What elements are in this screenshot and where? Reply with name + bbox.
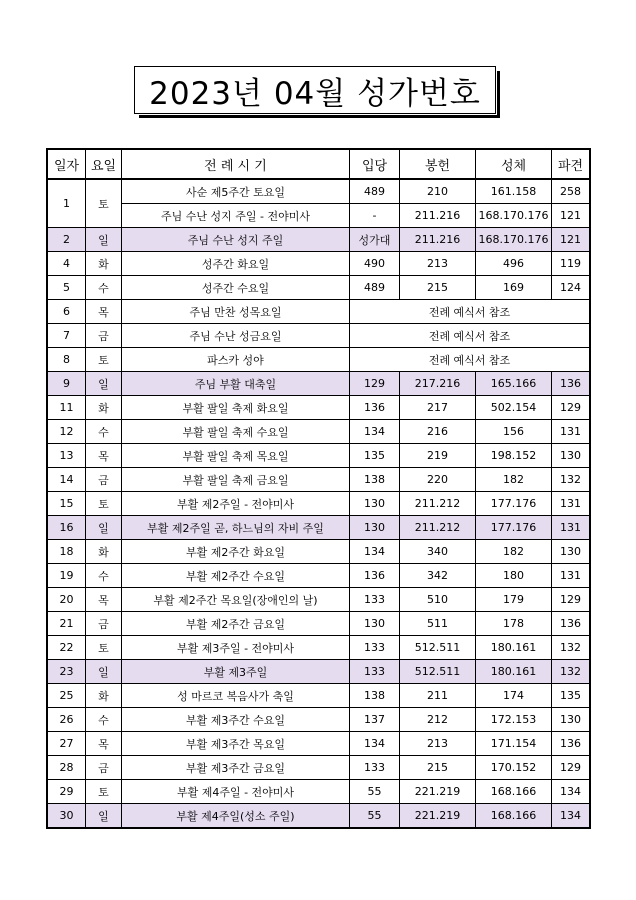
note-cell: 전례 예식서 참조 [350, 300, 590, 324]
communion-hymn-cell: 182 [476, 468, 552, 492]
dismissal-hymn-cell: 135 [552, 684, 590, 708]
liturgy-cell: 부활 제3주간 금요일 [122, 756, 350, 780]
day-cell: 29 [48, 780, 86, 804]
entrance-hymn-cell: 138 [350, 684, 400, 708]
offertory-hymn-cell: 219 [400, 444, 476, 468]
liturgy-cell: 주님 수난 성금요일 [122, 324, 350, 348]
weekday-cell: 화 [86, 396, 122, 420]
dismissal-hymn-cell: 131 [552, 564, 590, 588]
offertory-hymn-cell: 211 [400, 684, 476, 708]
table-row [48, 396, 590, 420]
offertory-hymn-cell: 211.212 [400, 492, 476, 516]
offertory-hymn-cell: 215 [400, 756, 476, 780]
offertory-hymn-cell: 210 [400, 179, 476, 204]
entrance-hymn-cell: 130 [350, 612, 400, 636]
dismissal-hymn-cell: 130 [552, 540, 590, 564]
table-row [48, 612, 590, 636]
day-cell: 26 [48, 708, 86, 732]
offertory-hymn-cell: 211.216 [400, 228, 476, 252]
communion-hymn-cell: 172.153 [476, 708, 552, 732]
dismissal-hymn-cell: 131 [552, 420, 590, 444]
entrance-hymn-cell: 490 [350, 252, 400, 276]
communion-hymn-cell: 180 [476, 564, 552, 588]
entrance-hymn-cell: 137 [350, 708, 400, 732]
dismissal-hymn-cell: 131 [552, 516, 590, 540]
offertory-hymn-cell: 213 [400, 252, 476, 276]
offertory-hymn-cell: 211.212 [400, 516, 476, 540]
dismissal-hymn-cell: 134 [552, 780, 590, 804]
weekday-cell: 일 [86, 804, 122, 828]
offertory-hymn-cell: 212 [400, 708, 476, 732]
entrance-hymn-cell: 133 [350, 636, 400, 660]
day-cell: 20 [48, 588, 86, 612]
day-cell: 28 [48, 756, 86, 780]
entrance-hymn-cell: 133 [350, 588, 400, 612]
liturgy-cell: 주님 수난 성지 주일 [122, 228, 350, 252]
communion-hymn-cell: 180.161 [476, 660, 552, 684]
table-row [48, 540, 590, 564]
table-row [48, 516, 590, 540]
weekday-cell: 토 [86, 780, 122, 804]
table-header-row [48, 150, 590, 180]
communion-hymn-cell: 170.152 [476, 756, 552, 780]
dismissal-hymn-cell: 129 [552, 588, 590, 612]
entrance-hymn-cell: 136 [350, 564, 400, 588]
table-row [48, 444, 590, 468]
dismissal-hymn-cell: 129 [552, 396, 590, 420]
day-cell: 12 [48, 420, 86, 444]
weekday-cell: 금 [86, 324, 122, 348]
offertory-hymn-cell: 511 [400, 612, 476, 636]
weekday-cell: 금 [86, 612, 122, 636]
communion-hymn-cell: 171.154 [476, 732, 552, 756]
entrance-hymn-cell: 55 [350, 780, 400, 804]
table-row [48, 348, 590, 372]
entrance-hymn-cell: 134 [350, 420, 400, 444]
communion-hymn-cell: 177.176 [476, 492, 552, 516]
communion-hymn-cell: 168.166 [476, 780, 552, 804]
communion-hymn-cell: 169 [476, 276, 552, 300]
header-communion: 성체 [476, 150, 552, 180]
table-row [48, 179, 590, 204]
weekday-cell: 토 [86, 348, 122, 372]
weekday-cell: 토 [86, 179, 122, 228]
table-row [48, 228, 590, 252]
day-cell: 11 [48, 396, 86, 420]
note-cell: 전례 예식서 참조 [350, 324, 590, 348]
liturgy-cell: 부활 제4주일(성소 주일) [122, 804, 350, 828]
offertory-hymn-cell: 217.216 [400, 372, 476, 396]
communion-hymn-cell: 198.152 [476, 444, 552, 468]
entrance-hymn-cell: 55 [350, 804, 400, 828]
weekday-cell: 금 [86, 468, 122, 492]
day-cell: 16 [48, 516, 86, 540]
communion-hymn-cell: 496 [476, 252, 552, 276]
entrance-hymn-cell: 136 [350, 396, 400, 420]
entrance-hymn-cell: - [350, 204, 400, 228]
liturgy-cell: 부활 제2주간 금요일 [122, 612, 350, 636]
dismissal-hymn-cell: 121 [552, 204, 590, 228]
liturgy-cell: 주님 만찬 성목요일 [122, 300, 350, 324]
liturgy-cell: 파스카 성야 [122, 348, 350, 372]
weekday-cell: 화 [86, 684, 122, 708]
entrance-hymn-cell: 133 [350, 756, 400, 780]
entrance-hymn-cell: 489 [350, 179, 400, 204]
weekday-cell: 수 [86, 564, 122, 588]
day-cell: 14 [48, 468, 86, 492]
table-row [48, 804, 590, 828]
entrance-hymn-cell: 129 [350, 372, 400, 396]
day-cell: 6 [48, 300, 86, 324]
liturgy-cell: 부활 팔일 축제 목요일 [122, 444, 350, 468]
table-row [48, 204, 590, 228]
header-dismissal: 파견 [552, 150, 590, 180]
header-day: 일자 [48, 150, 86, 180]
liturgy-cell: 부활 제2주일 - 전야미사 [122, 492, 350, 516]
dismissal-hymn-cell: 131 [552, 492, 590, 516]
liturgy-cell: 부활 팔일 축제 수요일 [122, 420, 350, 444]
table-row [48, 708, 590, 732]
weekday-cell: 목 [86, 588, 122, 612]
communion-hymn-cell: 156 [476, 420, 552, 444]
communion-hymn-cell: 179 [476, 588, 552, 612]
offertory-hymn-cell: 221.219 [400, 804, 476, 828]
day-cell: 4 [48, 252, 86, 276]
liturgy-cell: 부활 팔일 축제 금요일 [122, 468, 350, 492]
header-weekday: 요일 [86, 150, 122, 180]
communion-hymn-cell: 168.170.176 [476, 228, 552, 252]
table-row [48, 300, 590, 324]
entrance-hymn-cell: 성가대 [350, 228, 400, 252]
table-body [48, 179, 590, 828]
offertory-hymn-cell: 510 [400, 588, 476, 612]
header-liturgy: 전 례 시 기 [122, 150, 350, 180]
dismissal-hymn-cell: 132 [552, 660, 590, 684]
liturgy-cell: 부활 제2주간 수요일 [122, 564, 350, 588]
communion-hymn-cell: 174 [476, 684, 552, 708]
day-cell: 13 [48, 444, 86, 468]
entrance-hymn-cell: 134 [350, 540, 400, 564]
liturgy-cell: 주님 부활 대축일 [122, 372, 350, 396]
dismissal-hymn-cell: 258 [552, 179, 590, 204]
weekday-cell: 일 [86, 516, 122, 540]
dismissal-hymn-cell: 136 [552, 612, 590, 636]
table-row [48, 756, 590, 780]
note-cell: 전례 예식서 참조 [350, 348, 590, 372]
day-cell: 8 [48, 348, 86, 372]
header-offertory: 봉헌 [400, 150, 476, 180]
weekday-cell: 목 [86, 300, 122, 324]
communion-hymn-cell: 178 [476, 612, 552, 636]
liturgy-cell: 부활 제4주일 - 전야미사 [122, 780, 350, 804]
day-cell: 30 [48, 804, 86, 828]
communion-hymn-cell: 165.166 [476, 372, 552, 396]
table-row [48, 660, 590, 684]
offertory-hymn-cell: 217 [400, 396, 476, 420]
entrance-hymn-cell: 138 [350, 468, 400, 492]
weekday-cell: 일 [86, 228, 122, 252]
day-cell: 5 [48, 276, 86, 300]
table-row [48, 636, 590, 660]
weekday-cell: 화 [86, 540, 122, 564]
day-cell: 7 [48, 324, 86, 348]
table-row [48, 588, 590, 612]
offertory-hymn-cell: 220 [400, 468, 476, 492]
entrance-hymn-cell: 134 [350, 732, 400, 756]
communion-hymn-cell: 177.176 [476, 516, 552, 540]
weekday-cell: 화 [86, 252, 122, 276]
table-row [48, 420, 590, 444]
offertory-hymn-cell: 215 [400, 276, 476, 300]
liturgy-cell: 부활 제2주간 목요일(장애인의 날) [122, 588, 350, 612]
liturgy-cell: 성주간 수요일 [122, 276, 350, 300]
document-title: 2023년 04월 성가번호 [134, 66, 496, 114]
liturgy-cell: 부활 제2주간 화요일 [122, 540, 350, 564]
communion-hymn-cell: 161.158 [476, 179, 552, 204]
weekday-cell: 금 [86, 756, 122, 780]
day-cell: 19 [48, 564, 86, 588]
offertory-hymn-cell: 221.219 [400, 780, 476, 804]
table-row [48, 252, 590, 276]
entrance-hymn-cell: 135 [350, 444, 400, 468]
dismissal-hymn-cell: 130 [552, 708, 590, 732]
dismissal-hymn-cell: 129 [552, 756, 590, 780]
table-row [48, 732, 590, 756]
table-row [48, 780, 590, 804]
entrance-hymn-cell: 133 [350, 660, 400, 684]
communion-hymn-cell: 168.166 [476, 804, 552, 828]
table-row [48, 324, 590, 348]
communion-hymn-cell: 502.154 [476, 396, 552, 420]
offertory-hymn-cell: 216 [400, 420, 476, 444]
weekday-cell: 수 [86, 420, 122, 444]
day-cell: 18 [48, 540, 86, 564]
day-cell: 9 [48, 372, 86, 396]
day-cell: 23 [48, 660, 86, 684]
weekday-cell: 수 [86, 708, 122, 732]
dismissal-hymn-cell: 136 [552, 732, 590, 756]
weekday-cell: 토 [86, 636, 122, 660]
communion-hymn-cell: 180.161 [476, 636, 552, 660]
table-row [48, 372, 590, 396]
dismissal-hymn-cell: 119 [552, 252, 590, 276]
liturgy-cell: 부활 제3주간 수요일 [122, 708, 350, 732]
offertory-hymn-cell: 512.511 [400, 660, 476, 684]
entrance-hymn-cell: 489 [350, 276, 400, 300]
offertory-hymn-cell: 213 [400, 732, 476, 756]
weekday-cell: 토 [86, 492, 122, 516]
day-cell: 22 [48, 636, 86, 660]
dismissal-hymn-cell: 134 [552, 804, 590, 828]
offertory-hymn-cell: 512.511 [400, 636, 476, 660]
day-cell: 21 [48, 612, 86, 636]
liturgy-cell: 사순 제5주간 토요일 [122, 179, 350, 204]
weekday-cell: 목 [86, 444, 122, 468]
dismissal-hymn-cell: 136 [552, 372, 590, 396]
table-row [48, 276, 590, 300]
day-cell: 2 [48, 228, 86, 252]
liturgy-cell: 주님 수난 성지 주일 - 전야미사 [122, 204, 350, 228]
day-cell: 1 [48, 179, 86, 228]
table-row [48, 684, 590, 708]
header-entrance: 입당 [350, 150, 400, 180]
weekday-cell: 수 [86, 276, 122, 300]
offertory-hymn-cell: 340 [400, 540, 476, 564]
day-cell: 15 [48, 492, 86, 516]
dismissal-hymn-cell: 121 [552, 228, 590, 252]
offertory-hymn-cell: 342 [400, 564, 476, 588]
communion-hymn-cell: 182 [476, 540, 552, 564]
day-cell: 27 [48, 732, 86, 756]
liturgy-cell: 부활 제3주간 목요일 [122, 732, 350, 756]
liturgy-cell: 부활 제3주일 - 전야미사 [122, 636, 350, 660]
day-cell: 25 [48, 684, 86, 708]
weekday-cell: 일 [86, 660, 122, 684]
entrance-hymn-cell: 130 [350, 492, 400, 516]
liturgy-cell: 성 마르코 복음사가 축일 [122, 684, 350, 708]
dismissal-hymn-cell: 132 [552, 468, 590, 492]
weekday-cell: 목 [86, 732, 122, 756]
offertory-hymn-cell: 211.216 [400, 204, 476, 228]
liturgy-cell: 성주간 화요일 [122, 252, 350, 276]
entrance-hymn-cell: 130 [350, 516, 400, 540]
table-row [48, 564, 590, 588]
liturgy-cell: 부활 팔일 축제 화요일 [122, 396, 350, 420]
dismissal-hymn-cell: 132 [552, 636, 590, 660]
liturgy-cell: 부활 제2주일 곧, 하느님의 자비 주일 [122, 516, 350, 540]
weekday-cell: 일 [86, 372, 122, 396]
hymn-schedule-table [47, 149, 590, 828]
table-row [48, 492, 590, 516]
communion-hymn-cell: 168.170.176 [476, 204, 552, 228]
dismissal-hymn-cell: 124 [552, 276, 590, 300]
table-row [48, 468, 590, 492]
liturgy-cell: 부활 제3주일 [122, 660, 350, 684]
dismissal-hymn-cell: 130 [552, 444, 590, 468]
